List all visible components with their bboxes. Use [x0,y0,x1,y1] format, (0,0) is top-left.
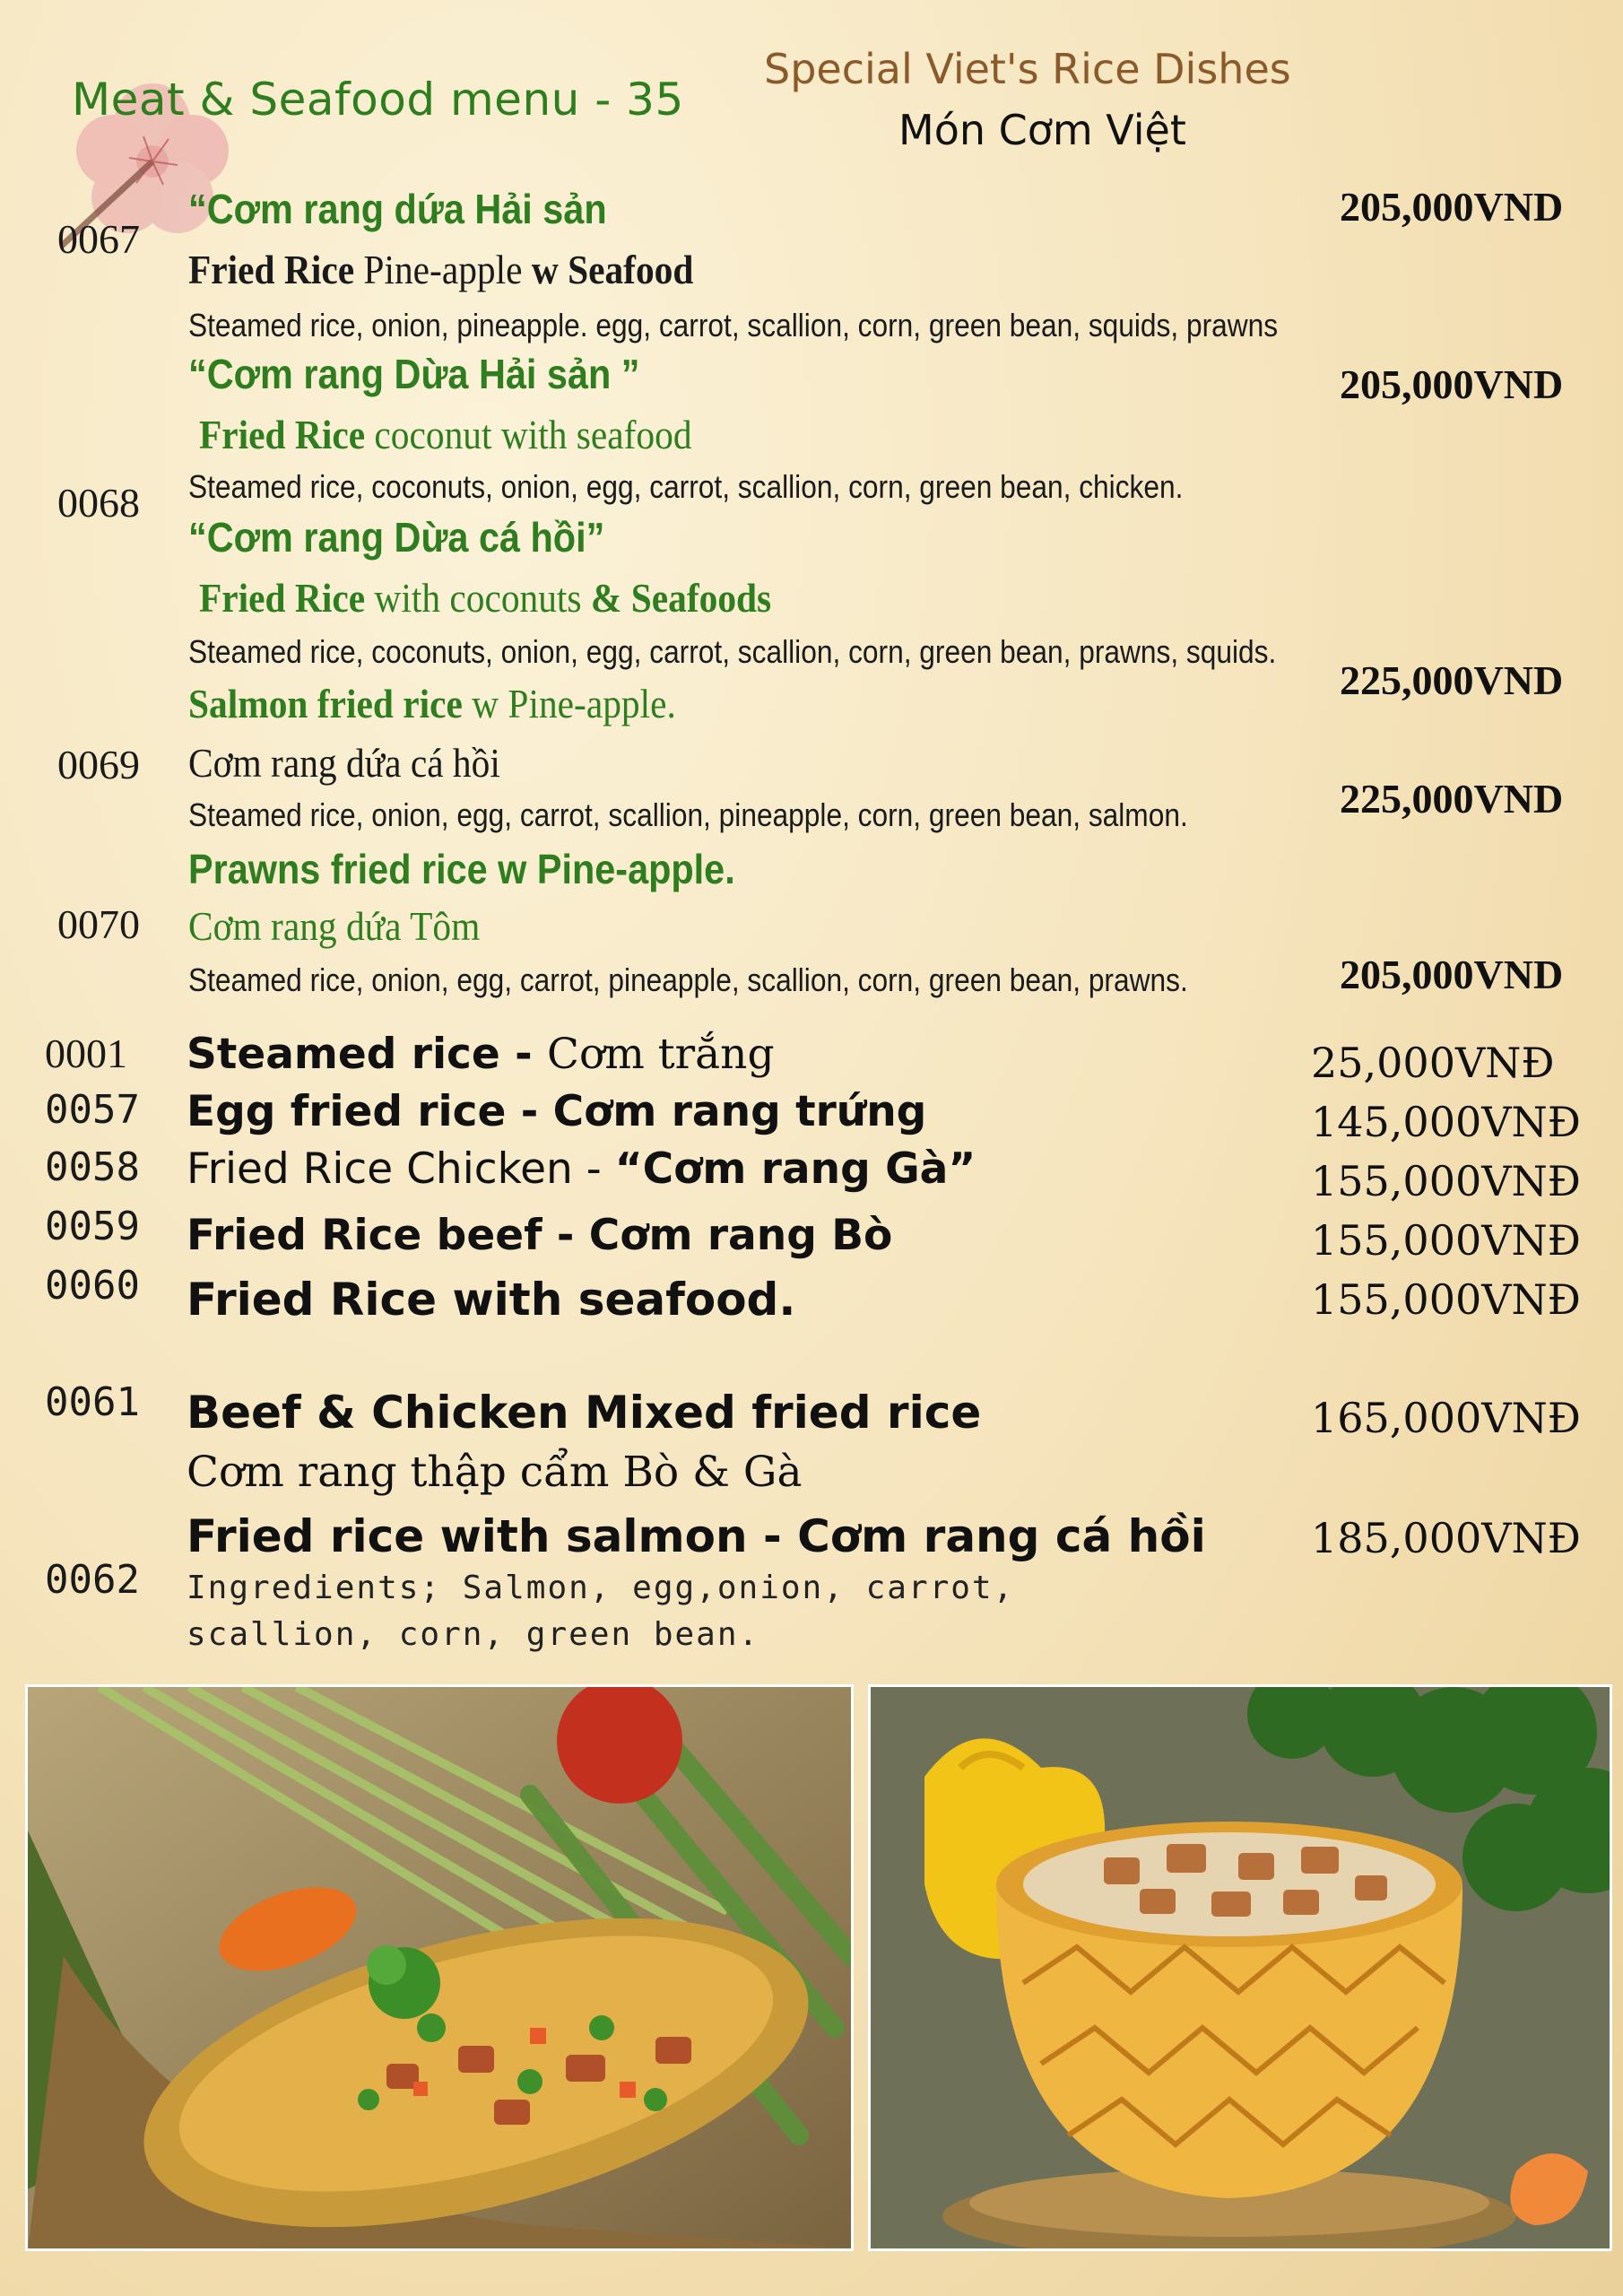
rice-item-name: Fried Rice with seafood. [187,1274,796,1326]
dish-ingredients: Steamed rice, coconuts, onion, egg, carrot, scallion, corn, green bean, prawns, squids. [188,633,1277,670]
rice-item-price: 165,000VNĐ [1311,1394,1581,1442]
item-code: 0001 [45,1031,127,1076]
menu-title: Meat & Seafood menu - 35 [72,74,684,126]
rice-item-name: Fried rice with salmon - Cơm rang cá hồi [187,1510,1206,1562]
dish-name-vi: Cơm rang dứa cá hồi [188,740,500,786]
rice-item-ingredients: Ingredients; Salmon, egg,onion, carrot, [187,1570,1015,1606]
melon-bowl-fried-rice-photo [868,1684,1612,2251]
rice-item-price: 25,000VNĐ [1311,1039,1555,1087]
pineapple-fried-rice-photo [25,1684,854,2251]
dish-ingredients: Steamed rice, onion, egg, carrot, pineapple, scallion, corn, green bean, prawns. [188,961,1188,998]
dish-ingredients: Steamed rice, onion, egg, carrot, scallion, pineapple, corn, green bean, salmon. [188,796,1188,833]
rice-item-price: 155,000VNĐ [1311,1157,1581,1205]
dish-name-en: Salmon fried rice w Pine-apple. [188,681,676,726]
dish-ingredients: Steamed rice, coconuts, onion, egg, carrot, scallion, corn, green bean, chicken. [188,468,1184,505]
item-code: 0062 [45,1557,140,1603]
dish-price: 225,000VND [1340,657,1564,703]
dish-name-en: Fried Rice with coconuts & Seafoods [199,575,772,621]
dish-name-vi: “Cơm rang Dừa cá hồi” [188,514,605,561]
rice-item-ingredients: scallion, corn, green bean. [187,1616,760,1653]
dish-price: 205,000VND [1340,952,1564,997]
dish-price: 205,000VND [1340,184,1564,230]
item-code: 0070 [57,901,140,947]
rice-item-price: 145,000VNĐ [1311,1098,1581,1146]
dish-name-vi: “Cơm rang Dừa Hải sản ” [188,351,640,397]
item-code: 0057 [45,1087,140,1133]
rice-item-price: 185,000VNĐ [1311,1514,1581,1562]
item-code: 0069 [57,742,140,787]
dish-ingredients: Steamed rice, onion, pineapple. egg, carrot, scallion, corn, green bean, squids, prawns [188,307,1279,344]
dish-name-vi: Cơm rang dứa Tôm [188,903,481,949]
rice-item-name: Egg fried rice - Cơm rang trứng [187,1087,927,1136]
dish-price: 205,000VND [1340,361,1564,407]
rice-item-name: Beef & Chicken Mixed fried rice [187,1387,982,1439]
dish-name-en: Fried Rice coconut with seafood [199,412,692,457]
item-code: 0058 [45,1144,140,1190]
rice-item-name: Fried Rice Chicken - “Cơm rang Gà” [187,1144,976,1194]
section-title-vi: Món Cơm Việt [898,106,1186,154]
dish-name-en: Prawns fried rice w Pine-apple. [188,846,735,892]
rice-item-name-vi: Cơm rang thập cẩm Bò & Gà [187,1448,803,1497]
item-code: 0060 [45,1263,140,1309]
item-code: 0067 [57,216,140,262]
rice-item-price: 155,000VNĐ [1311,1216,1581,1265]
dish-name-en: Fried Rice Pine-apple w Seafood [188,247,694,292]
dish-name-vi: “Cơm rang dứa Hải sản [188,186,607,232]
rice-item-name: Steamed rice - Cơm trắng [187,1030,775,1079]
rice-item-price: 155,000VNĐ [1311,1275,1581,1324]
rice-item-name: Fried Rice beef - Cơm rang Bò [187,1211,893,1260]
item-code: 0061 [45,1379,140,1425]
item-code: 0059 [45,1204,140,1249]
dish-price: 225,000VND [1340,776,1564,822]
item-code: 0068 [57,480,140,526]
section-title-en: Special Viet's Rice Dishes [764,45,1291,93]
